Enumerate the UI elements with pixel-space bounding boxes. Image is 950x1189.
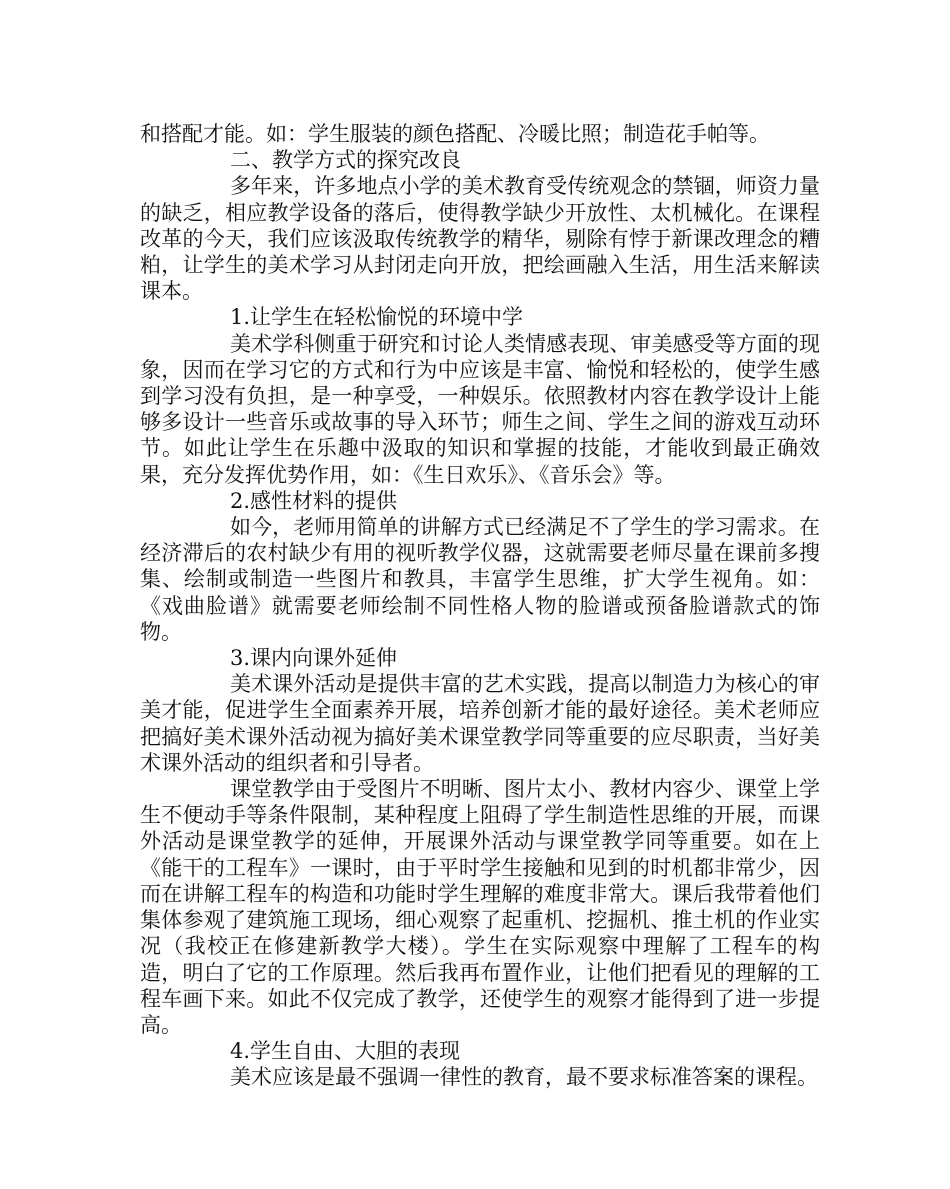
paragraph-body: 美术应该是最不强调一律性的教育，最不要求标准答案的课程。 — [230, 1065, 818, 1090]
paragraph-body: 美术学科侧重于研究和讨论人类情感表现、审美感受等方面的现象，因而在学习它的方式和行为中应该是丰富、愉悦和轻松的，使学生感到学习没有负担，是一种享受，一种娱乐。依照教材内容在教学设计上能够多设计一些音乐或故事的导入环节；师生之间、学生之间的游戏互动环节。如此让学生在乐趣中汲取的知识和掌握的技能，才能收到最正确效果，充分发挥优势作用，如：《生日欢乐》、《音乐会》等。 — [140, 331, 820, 487]
subsection-heading-1: 1.让学生在轻松愉悦的环境中学 — [230, 305, 524, 330]
section-heading-teaching-methods: 二、教学方式的探究改良 — [230, 148, 461, 173]
paragraph-body: 多年来，许多地点小学的美术教育受传统观念的禁锢，师资力量的缺乏，相应教学设备的落后，使得教学缺少开放性、太机械化。在课程改革的今天，我们应该汲取传统教学的精华，剔除有悖于新课改理念的糟粕，让学生的美术学习从封闭走向开放，把绘画融入生活，用生活来解读课本。 — [140, 174, 820, 304]
paragraph-body: 美术课外活动是提供丰富的艺术实践，提高以制造力为核心的审美才能，促进学生全面素养开展，培养创新才能的最好途径。美术老师应把搞好美术课外活动视为搞好美术课堂教学同等重要的应尽职责，当好美术课外活动的组织者和引导者。 — [140, 672, 820, 775]
paragraph-body: 课堂教学由于受图片不明晰、图片太小、教材内容少、课堂上学生不便动手等条件限制，某种程度上阻碍了学生制造性思维的开展，而课外活动是课堂教学的延伸，开展课外活动与课堂教学同等重要。如在上《能干的工程车》一课时，由于平时学生接触和见到的时机都非常少，因而在讲解工程车的构造和功能时学生理解的难度非常大。课后我带着他们集体参观了建筑施工现场，细心观察了起重机、挖掘机、推土机的作业实况（我校正在修建新教学大楼）。学生在实际观察中理解了工程车的构造，明白了它的工作原理。然后我再布置作业，让他们把看见的理解的工程车画下来。如此不仅完成了教学，还使学生的观察才能得到了进一步提高。 — [140, 777, 820, 1037]
subsection-heading-2: 2.感性材料的提供 — [230, 488, 398, 513]
paragraph-continuation: 和搭配才能。如：学生服装的颜色搭配、冷暖比照；制造花手帕等。 — [140, 122, 770, 146]
document-body — [140, 121, 820, 1091]
subsection-heading-4: 4.学生自由、大胆的表现 — [230, 1039, 461, 1064]
subsection-heading-3: 3.课内向课外延伸 — [230, 646, 398, 671]
paragraph-body: 如今，老师用简单的讲解方式已经满足不了学生的学习需求。在经济滞后的农村缺少有用的视听教学仪器，这就需要老师尽量在课前多搜集、绘制或制造一些图片和教具，丰富学生思维，扩大学生视角。如：《戏曲脸谱》就需要老师绘制不同性格人物的脸谱或预备脸谱款式的饰物。 — [140, 515, 820, 644]
